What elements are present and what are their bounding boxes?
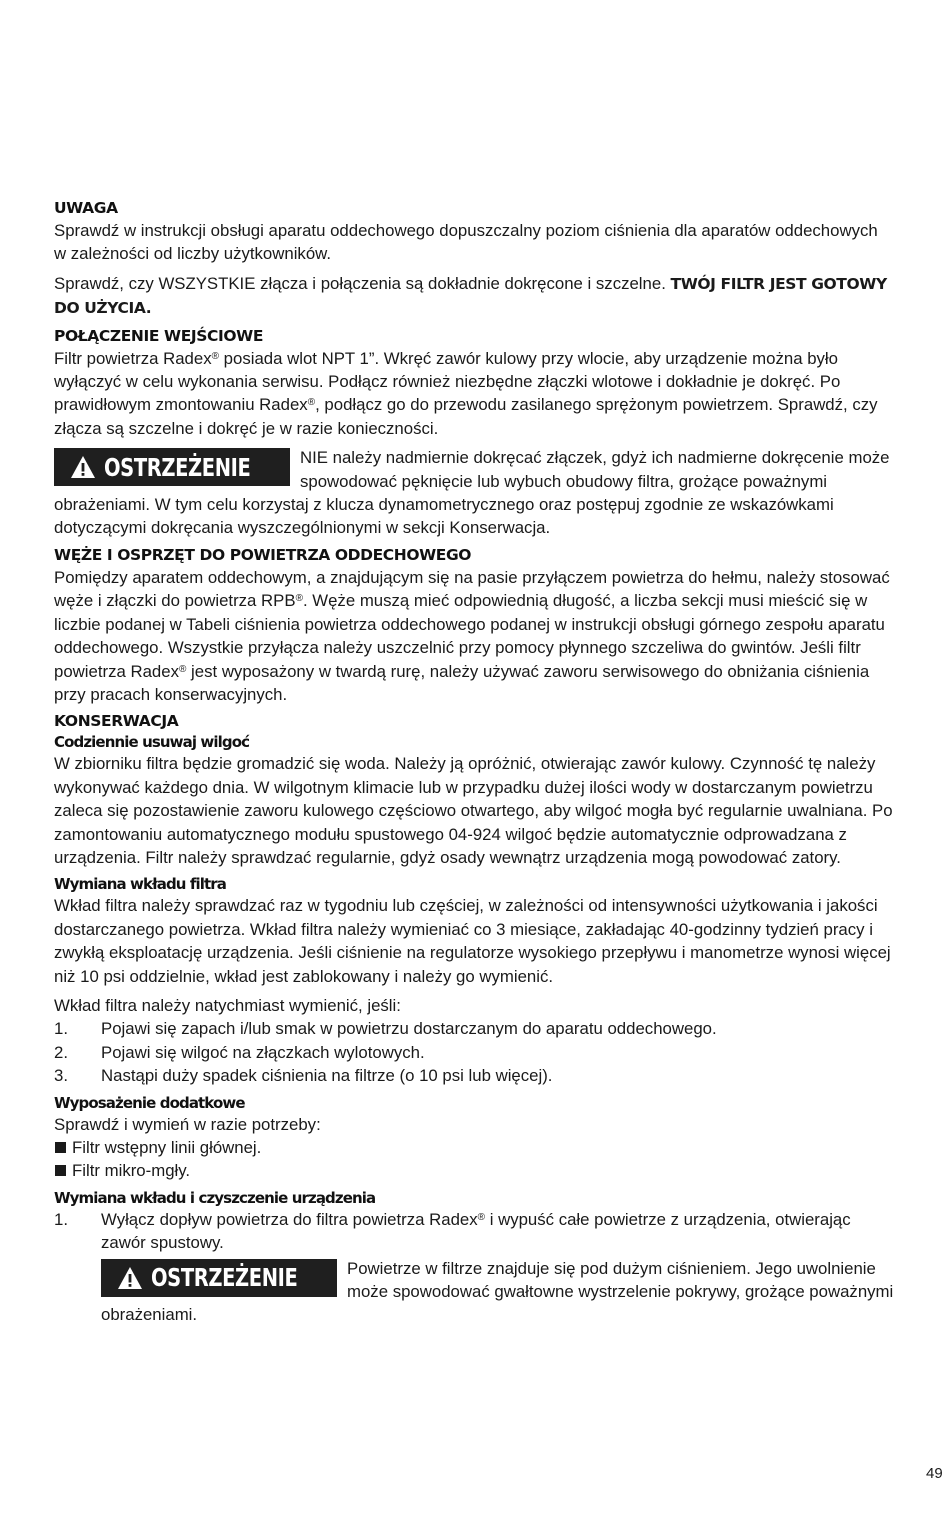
list-item-number: 1. [54,1019,68,1039]
inlet-text-1: Filtr powietrza Radex [54,348,212,368]
page-content [54,198,894,1327]
cartridge-replace-list [54,1017,894,1087]
warning-badge [101,1259,337,1297]
registered-mark: ® [307,397,316,409]
list-item [54,1208,894,1255]
uwaga-paragraph-2 [54,272,894,321]
list-item [54,1159,894,1182]
moisture-paragraph: W zbiorniku filtra będzie gromadzić się woda. Należy ją opróżnić, otwierając zawór kulowy. Czynność tę należy wykonywać każdego dnia. W wilgotnym klimacie lub w przypadku dużej ilości wody w dostarczanym powietrzu zaleca się pozostawienie zaworu kulowego częściowo otwartego, aby wilgoć mogła być regularnie uwalniana. Po zamontowaniu automatycznego modułu spustowego 04-924 wilgoć będzie automatycznie odprowadzana z urządzenia. Filtr należy sprawdzać regularnie, gdyż osady wewnątrz urządzenia mogą powodować zatory. [54,754,893,867]
registered-mark: ® [477,1211,486,1223]
registered-mark: ® [211,350,219,362]
inlet-heading: POŁĄCZENIE WEJŚCIOWE [54,326,264,345]
cartridge-paragraph: Wkład filtra należy sprawdzać raz w tygodniu lub częściej, w zależności od intensywności użytkowania i jakości dostarczanego powietrza. Wkład filtra należy wymieniać co 3 miesiące, zakładając 40-godzinny tydzień pracy i zwykłą eksploatację urządzenia. Jeśli ciśnienie na regulatorze wysokiego przepływu i manometrze wynosi więcej niż 10 psi oddzielnie, wkład jest zablokowany i należy go wymienić. [54,896,891,986]
warning-block-pressure [101,1257,894,1327]
warning-text-overtighten: NIE należy nadmiernie dokręcać złączek, gdyż ich nadmierne dokręcenie może spowodować pęknięcie lub wybuch obudowy filtra, grożące poważnymi obrażeniami. W tym celu korzystaj z klucza dynamometrycznego oraz postępuj zgodnie ze wskazówkami dotyczącymi dokręcania wyszczególnionymi w sekcji Konserwacja. [54,448,890,538]
uwaga-paragraph-2-text: Sprawdź, czy WSZYSTKIE złącza i połączenia są dokładnie dokręcone i szczelne. [54,273,671,293]
list-item-text: Nastąpi duży spadek ciśnienia na filtrze (o 10 psi lub więcej). [101,1066,553,1086]
square-bullet-icon [55,1142,66,1153]
step-text-2: i wypuść całe powietrze z urządzenia, otwierając zawór spustowy. [101,1209,851,1253]
registered-mark: ® [295,593,303,605]
warning-block-overtighten [54,446,894,540]
extra-equipment-subheading: Wyposażenie dodatkowe [54,1093,245,1112]
cartridge-intro: Wkład filtra należy natychmiast wymienić, jeśli: [54,995,401,1015]
warning-badge [54,448,290,486]
filter-ready-notice: TWÓJ FILTR JEST GOTOWY DO UŻYCIA. [54,274,887,318]
warning-label: OSTRZEŻENIE [104,452,251,482]
hoses-text-3: jest wyposażony w twardą rurę, należy używać zaworu serwisowego do obniżania ciśnienia przy pracach konserwacyjnych. [54,661,870,704]
list-item [54,1136,894,1159]
list-item-text: Pojawi się zapach i/lub smak w powietrzu dostarczanym do aparatu oddechowego. [101,1019,717,1039]
step-text-1: Wyłącz dopływ powietrza do filtra powietrza Radex [101,1209,478,1229]
hoses-paragraph [54,566,894,706]
moisture-subheading: Codziennie usuwaj wilgoć [54,733,250,752]
list-item [54,1017,894,1040]
list-item-text [101,1208,894,1255]
list-item-text: Filtr mikro-mgły. [72,1161,191,1181]
list-item [54,1064,894,1087]
extra-equipment-list [54,1136,894,1183]
replace-clean-subheading: Wymiana wkładu i czyszczenie urządzenia [54,1188,376,1207]
page-number: 49 [926,1465,943,1482]
list-item-number: 1. [54,1209,68,1229]
inlet-text-3: , podłącz go do przewodu zasilanego sprężonym powietrzem. Sprawdź, czy złącza są szczelne i dokręć je w razie konieczności. [54,395,878,438]
warning-text-pressure: Powietrze w filtrze znajduje się pod dużym ciśnieniem. Jego uwolnienie może spowodować gwałtowne wystrzelenie pokrywy, grożące poważnymi obrażeniami. [101,1258,894,1325]
list-item-text: Filtr wstępny linii głównej. [72,1138,262,1157]
list-item [54,1041,894,1064]
warning-triangle-icon [117,1266,143,1290]
list-item-number: 3. [54,1066,68,1086]
replace-clean-steps [54,1208,894,1255]
warning-label: OSTRZEŻENIE [151,1263,298,1293]
warning-triangle-icon [70,455,96,479]
hoses-text-1: Pomiędzy aparatem oddechowym, a znajdującym się na pasie przyłączem powietrza do hełmu, należy stosować węże i złączki do powietrza RPB [54,567,890,611]
inlet-text-2: posiada wlot NPT 1”. Wkręć zawór kulowy przy wlocie, aby urządzenie można było wyłączyć w celu wykonania serwisu. Podłącz również niezbędne złączki wlotowe i dokładnie je dokręć. Po prawidłowym zmontowaniu Radex [54,348,841,415]
inlet-paragraph [54,347,894,441]
list-item-text: Pojawi się wilgoć na złączkach wylotowych. [101,1042,425,1062]
cartridge-subheading: Wymiana wkładu filtra [54,875,226,894]
uwaga-heading: UWAGA [54,199,118,217]
list-item-number: 2. [54,1042,68,1062]
hoses-text-2: . Węże muszą mieć odpowiednią długość, a liczba sekcji musi mieścić się w liczbie podanej w Tabeli ciśnienia powietrza oddechowego podanej w instrukcji obsługi górnego zespołu aparatu oddechowego. Wszystkie przyłącza należy uszczelnić przy pomocy płynnego szczeliwa do gwintów. Jeśli filtr powietrza Radex [54,591,885,681]
maintenance-heading: KONSERWACJA [54,712,179,731]
hoses-heading: WĘŻE I OSPRZĘT DO POWIETRZA ODDECHOWEGO [54,545,472,564]
extra-equipment-intro: Sprawdź i wymień w razie potrzeby: [54,1114,321,1134]
square-bullet-icon [55,1165,66,1176]
uwaga-paragraph-1: Sprawdź w instrukcji obsługi aparatu oddechowego dopuszczalny poziom ciśnienia dla aparatów oddechowych w zależności od liczby użytkowników. [54,221,878,264]
registered-mark: ® [179,663,187,675]
